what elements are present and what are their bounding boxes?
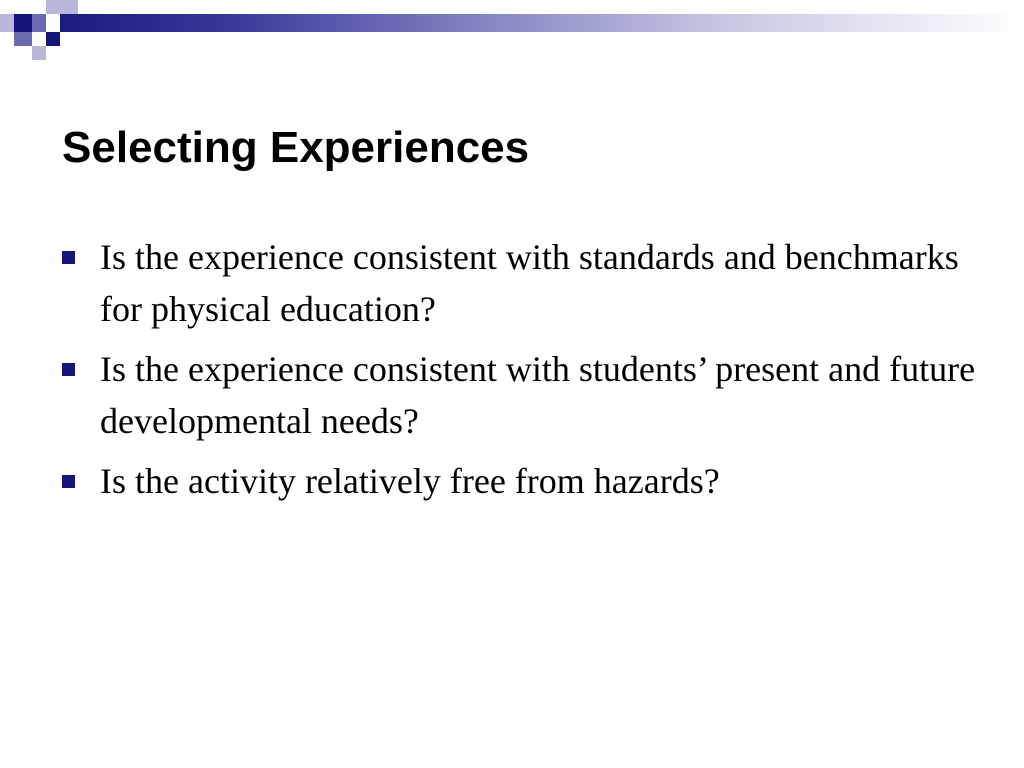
bullet-list [62, 231, 992, 515]
slide-title: Selecting Experiences [62, 123, 530, 172]
square-bullet-icon [62, 251, 75, 264]
bullet-text: Is the experience consistent with students’ present and future developmental needs? [100, 349, 976, 441]
bullet-item [62, 455, 992, 507]
bullet-item [62, 343, 992, 447]
bullet-text: Is the experience consistent with standards and benchmarks for physical education? [100, 237, 959, 329]
header-gradient-band [60, 14, 1024, 32]
square-bullet-icon [62, 363, 75, 376]
bullet-item [62, 231, 992, 335]
square-bullet-icon [62, 475, 75, 488]
bullet-text: Is the activity relatively free from hazards? [100, 461, 720, 501]
